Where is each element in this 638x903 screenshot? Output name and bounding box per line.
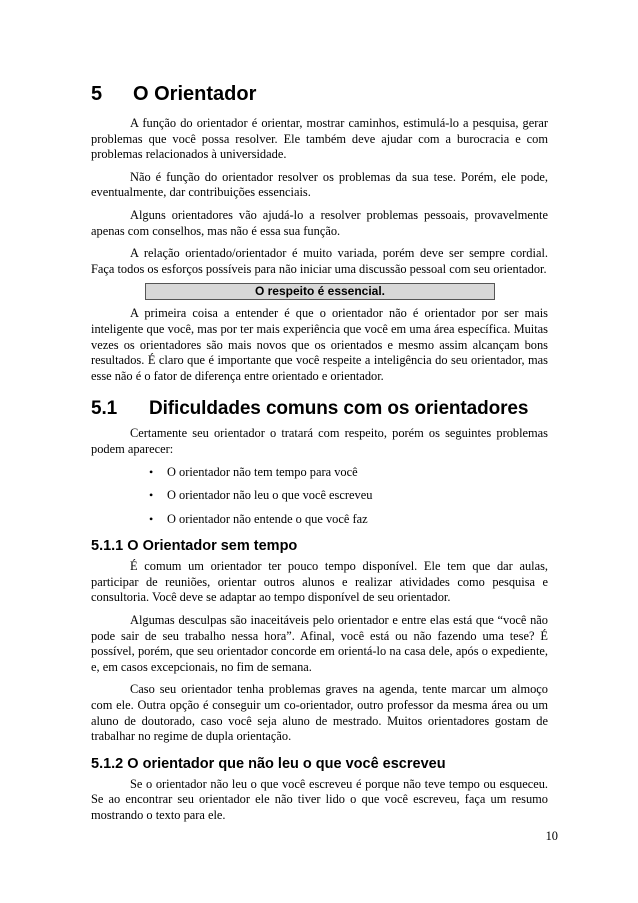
bullet-icon: • [149,511,154,526]
chapter-number: 5 [91,83,103,105]
chapter-title: O Orientador [133,83,257,105]
bullet-list [91,465,548,528]
paragraph: Se o orientador não leu o que você escreveu é porque não teve tempo ou esqueceu. Se ao encontrar seu orientador ele não tiver lido o que você escreveu, faça um resumo mostrando o texto para ele. [91,776,548,822]
section-heading [91,398,548,420]
section-number: 5.1 [91,398,118,420]
paragraph: É comum um orientador ter pouco tempo disponível. Ele tem que dar aulas, participar de reuniões, orientar outros alunos e realizar atividades como pesquisa e consultoria. Você deve se adaptar ao tempo disponível de seu orientador. [91,559,548,605]
subsection-heading: 5.1.2 O orientador que não leu o que você escreveu [91,755,446,772]
chapter-heading [91,82,548,106]
list-item: • O orientador não entende o que você faz [149,511,368,526]
highlight-box: O respeito é essencial. [145,283,495,300]
paragraph: Certamente seu orientador o tratará com respeito, porém os seguintes problemas podem aparecer: [91,426,548,456]
page-number: 10 [545,829,558,843]
document-page [91,82,548,831]
bullet-icon: • [149,464,154,479]
subsection-heading: 5.1.1 O Orientador sem tempo [91,538,298,555]
paragraph: Não é função do orientador resolver os problemas da sua tese. Porém, ele pode, eventualmente, dar contribuições essenciais. [91,169,548,200]
paragraph: A relação orientado/orientador é muito variada, porém deve ser sempre cordial. Faça todos os esforços possíveis para não iniciar uma discussão pessoal com seu orientador. [91,246,548,276]
list-item: • O orientador não tem tempo para você [149,464,358,479]
paragraph: A primeira coisa a entender é que o orientador não é orientador por ser mais inteligente que você, mas por ter mais experiência que você em uma área específica. Muitas vezes os orientadores são mais novos que os orientados e mesmo assim alcançam bons resultados. É claro que é importante que você respeite a inteligência do seu orientador, mas esse não é o fator de diferença entre orientado e orientador. [91,306,548,383]
paragraph: Algumas desculpas são inaceitáveis pelo orientador e entre elas está que “você não pode sair de seu trabalho nessa hora”. Afinal, você está ou não fazendo uma tese? É possível, porém, que seu orientador concorde em orientá-lo na casa dele, após o expediente, e, em casos excepcionais, no fim de semana. [91,613,548,674]
paragraph: Caso seu orientador tenha problemas graves na agenda, tente marcar um almoço com ele. Outra opção é conseguir um co-orientador, outro professor da mesma área ou um aluno de doutorado, caso você seja aluno de mestrado. Muitos orientadores gostam de trabalhar no regime de dupla orientação. [91,682,548,744]
section-title: Dificuldades comuns com os orientadores [149,398,529,420]
paragraph: Alguns orientadores vão ajudá-lo a resolver problemas pessoais, provavelmente apenas com conselhos, mas não é essa sua função. [91,207,548,238]
bullet-icon: • [149,488,154,503]
list-item: • O orientador não leu o que você escreveu [149,488,373,503]
paragraph: A função do orientador é orientar, mostrar caminhos, estimulá-lo a pesquisa, gerar problemas que você possa resolver. Ele também deve ajudar com a burocracia e com problemas relacionados à universidade. [91,116,548,162]
